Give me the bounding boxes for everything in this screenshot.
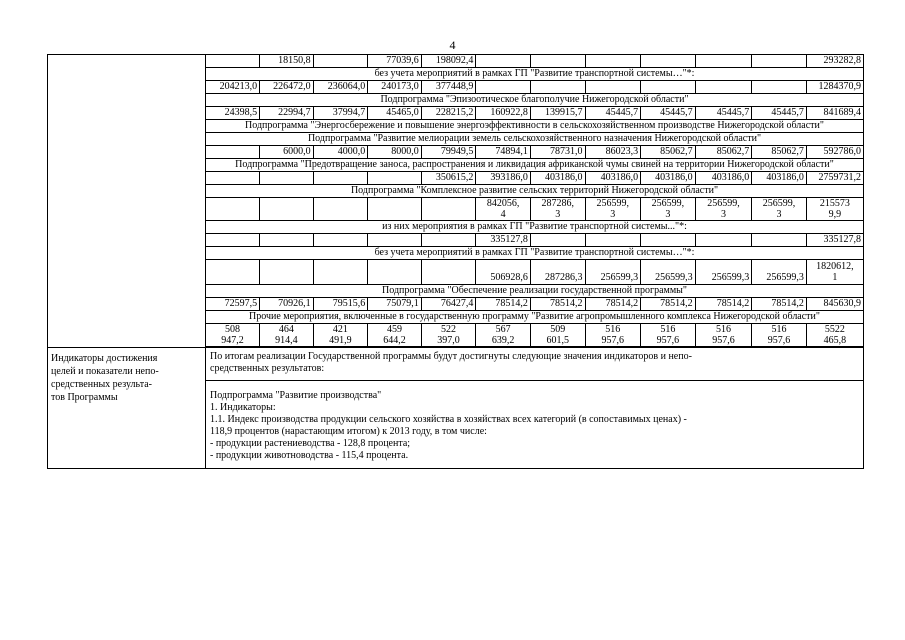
indicators-label-line: средственных результа- <box>51 379 152 390</box>
section-header: Подпрограмма "Развитие мелиорации земель сельскохозяйственного назначения Нижегородской области" <box>206 133 863 146</box>
value-cell: 85062,7 <box>752 146 807 159</box>
values-row <box>206 260 863 285</box>
value-cell: 403186,0 <box>641 172 696 185</box>
value-cell <box>313 198 368 221</box>
value-cell: 393186,0 <box>476 172 531 185</box>
value-cell <box>585 81 641 94</box>
value-cell: 4000,0 <box>313 146 368 159</box>
section-header: без учета мероприятий в рамках ГП "Развитие транспортной системы…"*: <box>206 68 863 81</box>
value-cell: 421 491,9 <box>313 324 368 347</box>
body-line: 1. Индикаторы: <box>210 402 276 413</box>
section-header-row <box>206 221 863 234</box>
value-cell <box>752 55 807 68</box>
value-cell <box>695 55 752 68</box>
value-cell: 403186,0 <box>585 172 641 185</box>
body-line: - продукции животноводства - 115,4 процента. <box>210 450 409 461</box>
value-cell: 516 957,6 <box>752 324 807 347</box>
values-row <box>206 146 863 159</box>
value-cell: 377448,9 <box>421 81 476 94</box>
value-cell: 76427,4 <box>421 298 476 311</box>
section-header-row <box>206 94 863 107</box>
value-cell: 79949,5 <box>421 146 476 159</box>
value-cell: 226472,0 <box>260 81 314 94</box>
value-cell: 403186,0 <box>695 172 752 185</box>
value-cell: 567 639,2 <box>476 324 531 347</box>
value-cell: 464 914,4 <box>260 324 314 347</box>
value-cell: 86023,3 <box>585 146 641 159</box>
value-cell: 45445,7 <box>585 107 641 120</box>
value-cell: 459 644,2 <box>368 324 422 347</box>
value-cell <box>530 55 585 68</box>
value-cell: 78514,2 <box>752 298 807 311</box>
section-header: Подпрограмма "Обеспечение реализации государственной программы" <box>206 285 863 298</box>
value-cell <box>641 234 696 247</box>
value-cell: 78514,2 <box>585 298 641 311</box>
total-cell: 845630,9 <box>806 298 863 311</box>
section-header: Подпрограмма "Предотвращение заноса, распространения и ликвидация африканской чумы свиней на территории Нижегородской области" <box>206 159 863 172</box>
value-cell <box>206 260 260 285</box>
value-cell: 45445,7 <box>752 107 807 120</box>
value-cell: 256599,3 <box>695 260 752 285</box>
value-cell <box>313 172 368 185</box>
total-cell: 215573 9,9 <box>806 198 863 221</box>
value-cell <box>206 198 260 221</box>
value-cell: 516 957,6 <box>641 324 696 347</box>
body-line: 1.1. Индекс производства продукции сельского хозяйства в хозяйствах всех категорий (в сопоставимых ценах) - <box>210 414 687 425</box>
total-cell: 5522 465,8 <box>806 324 863 347</box>
value-cell <box>313 55 368 68</box>
value-cell <box>421 260 476 285</box>
section-header-row <box>206 185 863 198</box>
value-cell: 403186,0 <box>530 172 585 185</box>
value-cell: 228215,2 <box>421 107 476 120</box>
values-row <box>206 81 863 94</box>
value-cell: 45445,7 <box>641 107 696 120</box>
body-line: 118,9 процентов (нарастающим итогом) к 2013 году, в том числе: <box>210 426 487 437</box>
value-cell: 287286,3 <box>530 260 585 285</box>
value-cell: 37994,7 <box>313 107 368 120</box>
value-cell <box>752 81 807 94</box>
value-cell: 78514,2 <box>476 298 531 311</box>
value-cell <box>695 234 752 247</box>
funding-row <box>48 55 864 348</box>
value-cell: 160922,8 <box>476 107 531 120</box>
value-cell: 8000,0 <box>368 146 422 159</box>
value-cell <box>260 260 314 285</box>
value-cell <box>368 234 422 247</box>
value-cell: 45445,7 <box>695 107 752 120</box>
value-cell: 256599,3 <box>585 260 641 285</box>
funding-table <box>206 55 863 347</box>
values-row <box>206 107 863 120</box>
section-header: Подпрограмма "Эпизоотическое благополучие Нижегородской области" <box>206 94 863 107</box>
value-cell <box>206 146 260 159</box>
total-cell: 335127,8 <box>806 234 863 247</box>
value-cell <box>752 234 807 247</box>
value-cell: 198092,4 <box>421 55 476 68</box>
body-line: Подпрограмма "Развитие производства" <box>210 390 382 401</box>
value-cell: 506928,6 <box>476 260 531 285</box>
value-cell <box>585 234 641 247</box>
value-cell <box>206 234 260 247</box>
values-row <box>206 172 863 185</box>
section-header-row <box>206 133 863 146</box>
value-cell: 256599,3 <box>641 260 696 285</box>
indicators-content <box>206 348 864 469</box>
page-number: 4 <box>449 38 456 52</box>
section-header-row <box>206 68 863 81</box>
value-cell: 256599,3 <box>752 260 807 285</box>
value-cell: 240173,0 <box>368 81 422 94</box>
intro-line: средственных результатов: <box>210 363 325 374</box>
value-cell <box>368 172 422 185</box>
value-cell: 516 957,6 <box>695 324 752 347</box>
value-cell: 204213,0 <box>206 81 260 94</box>
funding-label-cell <box>48 55 206 348</box>
value-cell: 287286, 3 <box>530 198 585 221</box>
value-cell: 842056, 4 <box>476 198 531 221</box>
values-row <box>206 234 863 247</box>
total-cell: 1284370,9 <box>806 81 863 94</box>
section-header-row <box>206 311 863 324</box>
value-cell: 516 957,6 <box>585 324 641 347</box>
value-cell: 45465,0 <box>368 107 422 120</box>
value-cell: 509 601,5 <box>530 324 585 347</box>
values-row <box>206 324 863 347</box>
value-cell: 256599, 3 <box>695 198 752 221</box>
value-cell: 78514,2 <box>641 298 696 311</box>
value-cell <box>206 172 260 185</box>
value-cell <box>260 172 314 185</box>
indicators-label-line: целей и показатели непо- <box>51 366 159 377</box>
total-cell: 592786,0 <box>806 146 863 159</box>
values-row <box>206 298 863 311</box>
value-cell: 139915,7 <box>530 107 585 120</box>
value-cell: 77039,6 <box>368 55 422 68</box>
section-header: без учета мероприятий в рамках ГП "Развитие транспортной системы…"*: <box>206 247 863 260</box>
value-cell <box>260 234 314 247</box>
indicators-body <box>206 380 863 468</box>
value-cell: 256599, 3 <box>752 198 807 221</box>
value-cell <box>695 81 752 94</box>
values-row <box>206 198 863 221</box>
value-cell: 22994,7 <box>260 107 314 120</box>
section-header-row <box>206 120 863 133</box>
section-header-row <box>206 285 863 298</box>
value-cell <box>206 55 260 68</box>
value-cell <box>421 234 476 247</box>
value-cell: 24398,5 <box>206 107 260 120</box>
value-cell: 78514,2 <box>530 298 585 311</box>
value-cell <box>313 260 368 285</box>
value-cell: 403186,0 <box>752 172 807 185</box>
value-cell: 508 947,2 <box>206 324 260 347</box>
indicators-row <box>48 348 864 469</box>
value-cell: 6000,0 <box>260 146 314 159</box>
value-cell <box>641 81 696 94</box>
total-cell: 1820612, 1 <box>806 260 863 285</box>
indicators-label-line: тов Программы <box>51 392 118 403</box>
value-cell: 74894,1 <box>476 146 531 159</box>
funding-cell <box>206 55 864 348</box>
value-cell: 79515,6 <box>313 298 368 311</box>
values-row <box>206 55 863 68</box>
section-header: Подпрограмма "Энергосбережение и повышение энергоэффективности в сельскохозяйственном производстве Нижегородской области" <box>206 120 863 133</box>
section-header: Прочие мероприятия, включенные в государственную программу "Развитие агропромышленного комплекса Нижегородской области" <box>206 311 863 324</box>
value-cell <box>260 198 314 221</box>
section-header-row <box>206 247 863 260</box>
value-cell <box>530 81 585 94</box>
body-line: - продукции растениеводства - 128,8 процента; <box>210 438 411 449</box>
total-cell: 841689,4 <box>806 107 863 120</box>
value-cell: 78731,0 <box>530 146 585 159</box>
value-cell: 70926,1 <box>260 298 314 311</box>
indicators-label-line: Индикаторы достижения <box>51 353 158 364</box>
value-cell <box>421 198 476 221</box>
section-header: из них мероприятия в рамках ГП "Развитие транспортной системы..."*: <box>206 221 863 234</box>
total-cell: 293282,8 <box>806 55 863 68</box>
value-cell: 85062,7 <box>695 146 752 159</box>
value-cell: 72597,5 <box>206 298 260 311</box>
value-cell: 75079,1 <box>368 298 422 311</box>
value-cell <box>530 234 585 247</box>
total-cell: 2759731,2 <box>806 172 863 185</box>
value-cell: 256599, 3 <box>641 198 696 221</box>
value-cell <box>368 260 422 285</box>
value-cell <box>476 55 531 68</box>
value-cell: 18150,8 <box>260 55 314 68</box>
value-cell: 78514,2 <box>695 298 752 311</box>
value-cell <box>641 55 696 68</box>
section-header-row <box>206 159 863 172</box>
value-cell: 236064,0 <box>313 81 368 94</box>
program-passport-table <box>47 54 864 469</box>
value-cell: 335127,8 <box>476 234 531 247</box>
value-cell <box>313 234 368 247</box>
value-cell <box>476 81 531 94</box>
value-cell: 522 397,0 <box>421 324 476 347</box>
value-cell <box>585 55 641 68</box>
intro-line: По итогам реализации Государственной программы будут достигнуты следующие значения индикаторов и непо- <box>210 351 692 362</box>
indicators-label <box>48 348 206 469</box>
value-cell: 350615,2 <box>421 172 476 185</box>
value-cell: 256599, 3 <box>585 198 641 221</box>
value-cell: 85062,7 <box>641 146 696 159</box>
value-cell <box>368 198 422 221</box>
indicators-intro <box>206 348 863 380</box>
section-header: Подпрограмма "Комплексное развитие сельских территорий Нижегородской области" <box>206 185 863 198</box>
